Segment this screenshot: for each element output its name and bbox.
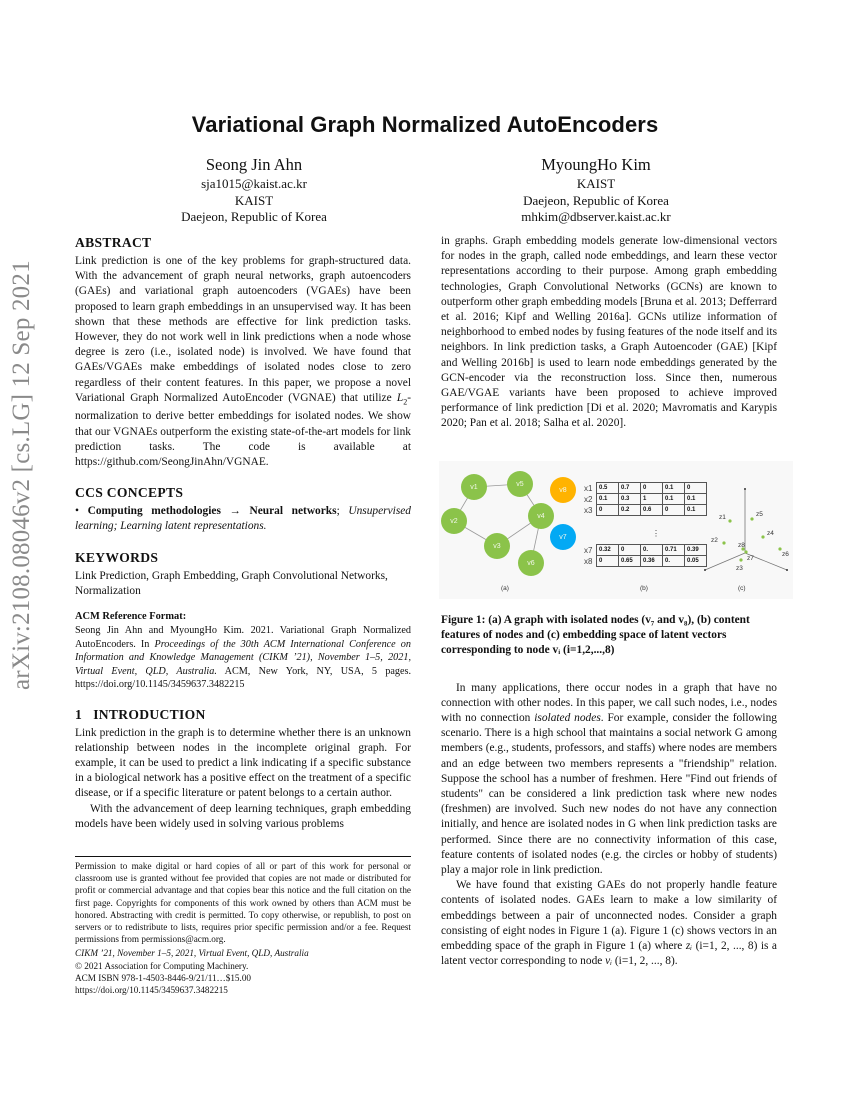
feature-matrix-bottom xyxy=(582,544,707,567)
ccs-text: • Computing methodologies → Neural networks; Unsupervised learning; Learning latent representations. xyxy=(75,505,411,533)
author-email: sja1015@kaist.ac.kr xyxy=(201,176,307,191)
abstract-text: Link prediction is one of the key problems for graph-structured data. With the advancement of graph neural networks, graph autoencoders (GAEs) and variational graph autoencoders (VGAEs) have been proposed to learn graph embeddings in an unsupervised way. It has been shown that these methods are effective for link prediction tasks. However, they do not work well in link predictions when a node whose degree is zero (i.e., isolated node) is involved. We have found that GAEs/VGAEs make embeddings of isolated nodes close to zero regardless of their content features. In this paper, we propose a novel Variational Graph Normalized AutoEncoder (VGNAE) that utilize $L_2$-normalization to derive better embeddings for isolated nodes. We show that our VGNAEs outperform the existing state-of-the-art models for link prediction tasks. The code is available at https://github.com/SeongJinAhn/VGNAE. xyxy=(75,255,411,468)
figure-caption: Figure 1: (a) A graph with isolated nodes (v₇ and v₈), (b) content features of nodes and (c) embedding space of latent vectors corresponding to node vᵢ (i=1,2,...,8) xyxy=(441,614,750,657)
subfigure-label-b: (b) xyxy=(640,585,648,592)
abstract-heading: ABSTRACT xyxy=(75,235,152,250)
feature-matrix-top xyxy=(582,482,707,516)
feature-ellipsis: ⋮ xyxy=(652,529,660,538)
copyright-footnote xyxy=(75,856,411,996)
permission-text: Permission to make digital or hard copies of all or part of this work for personal or classroom use is granted without fee provided that copies are not made or distributed for profit or commercial advantage and that copies bear this notice and the full citation on the first page. Copyrights for components of this work owned by others than ACM must be honored. Abstracting with credit is permitted. To copy otherwise, or republish, to post on servers or to redistribute to lists, requires prior specific permission and/or a fee. Request permissions from permissions@acm.org. xyxy=(75,861,411,945)
graph-node-v2: v2 xyxy=(441,508,467,534)
embedding-label-z2: z2 xyxy=(711,537,718,544)
arxiv-stamp: arXiv:2108.08046v2 [cs.LG] 12 Sep 2021 xyxy=(8,260,35,690)
footnote-rule xyxy=(75,856,411,857)
author-email: mhkim@dbserver.kaist.ac.kr xyxy=(521,209,671,224)
embedding-label-z6: z6 xyxy=(782,551,789,558)
author-name: Seong Jin Ahn xyxy=(205,155,303,174)
doi-link[interactable]: https://doi.org/10.1145/3459637.3482215 xyxy=(75,985,228,996)
paper-title: Variational Graph Normalized AutoEncoders xyxy=(191,112,659,137)
right-column-bottom xyxy=(441,613,777,969)
embedding-label-z5: z5 xyxy=(756,511,763,518)
left-column xyxy=(75,234,411,832)
keywords-heading: KEYWORDS xyxy=(75,549,159,565)
intro-paragraph-4: We have found that existing GAEs do not properly handle feature contents of isolated nodes. GAEs learn to make a low similarity of embeddings between a pair of unconnected nodes. Consider a graph consisting of eight nodes in Figure 1 (a). Figure 1 (c) shows vectors in an embedding space of the graph in Figure 1 (a) where zᵢ (i=1, 2, ..., 8) is a latent vector corresponding to node vᵢ (i=1, 2, ..., 8). xyxy=(441,879,777,968)
subfigure-label-a: (a) xyxy=(501,585,509,592)
graph-node-v6: v6 xyxy=(518,550,544,576)
author-location: Daejeon, Republic of Korea xyxy=(181,209,327,224)
intro-paragraph-1: Link prediction in the graph is to determine whether there is an unknown relationship between nodes in the incomplete original graph. For example, it can be used to predict a link indicating if a specific substance in a biological network has a positive effect on the treatment of a specific disease, or if a specific literature or patent belongs to a certain author. xyxy=(75,726,411,800)
author-affiliation: KAIST xyxy=(576,176,616,191)
intro-paragraph-3: In many applications, there occur nodes in a graph that have no connection with other nodes. In this paper, we call such nodes, i.e., nodes with no connection isolated nodes. For example, consider the following scenario. There is a high school that maintains a social network G among members (e.g., students, professors, and staffs) where nodes are members and an edge between two members represents a "friendship" relation. Suppose the school has a number of freshmen. Here "Find out friends of students" can be considered a link prediction task where new nodes (freshmen) are involved. Such new nodes do not have any connection initially, and hence are isolated nodes in G when link prediction tasks are performed. Since there are no connectivity information of this case, feature contents of isolated nodes (e.g. the circles or hobby of students) play a major role in link prediction. xyxy=(441,681,777,877)
author-block-2 xyxy=(466,154,726,226)
graph-node-v8: v8 xyxy=(550,477,576,503)
intro-paragraph-2: With the advancement of deep learning techniques, graph embedding models have been widely used in solving various problems xyxy=(75,802,411,830)
embedding-label-z4: z4 xyxy=(767,530,774,537)
feature-row-x1: x1 0.5 0.7 0 0.1 0 xyxy=(582,483,707,494)
figure-1 xyxy=(439,461,793,599)
author-block-1 xyxy=(124,154,384,226)
embedding-label-z7: z7 xyxy=(747,555,754,562)
keywords-text: Link Prediction, Graph Embedding, Graph Convolutional Networks, Normalization xyxy=(75,569,388,597)
feature-row-x2: x2 0.1 0.3 1 0.1 0.1 xyxy=(582,494,707,505)
acm-ref-heading: ACM Reference Format: xyxy=(75,610,187,622)
ccs-heading: CCS CONCEPTS xyxy=(75,485,184,501)
feature-row-x3: x3 0 0.2 0.6 0 0.1 xyxy=(582,505,707,516)
embedding-label-z3: z3 xyxy=(736,565,743,572)
subfigure-label-c: (c) xyxy=(738,585,746,592)
graph-node-v1: v1 xyxy=(461,474,487,500)
right-column-top xyxy=(441,234,777,432)
graph-node-v3: v3 xyxy=(484,533,510,559)
author-affiliation: KAIST xyxy=(234,192,274,208)
intro-paragraph-2-cont: in graphs. Graph embedding models generate low-dimensional vectors for nodes in the graph, called node embeddings, and learn these vector representations according to their purpose. Among graph embedding technologies, Graph Convolutional Networks (GCNs) are known to outperform other graph embedding models [Bruna et al. 2013; Defferrard et al. 2016; Kipf and Welling 2016a]. GCNs utilize information of neighborhood to embed nodes by fusing features of the node itself and its neighbors. In link prediction tasks, a Graph Autoencoder (GAE) [Kipf and Welling 2016b] is used to learn node embeddings generated by the GCN-encoder via the reconstruction loss. Since then, numerous GAE/VGAE variants have been proposed to achieve improved performance of link prediction [Di et al. 2020; Mavromatis and Karypis 2020; Pan et al. 2018; Salha et al. 2020]. xyxy=(441,235,777,430)
intro-heading: 1 INTRODUCTION xyxy=(75,706,206,722)
author-location: Daejeon, Republic of Korea xyxy=(523,192,669,208)
venue-text: CIKM ’21, November 1–5, 2021, Virtual Event, QLD, Australia xyxy=(75,948,309,959)
graph-node-v4: v4 xyxy=(528,503,554,529)
graph-node-v5: v5 xyxy=(507,471,533,497)
feature-row-x7: x7 0.32 0 0. 0.71 0.39 xyxy=(582,545,707,556)
feature-row-x8: x8 0 0.65 0.36 0. 0.05 xyxy=(582,556,707,567)
copyright-text: © 2021 Association for Computing Machinery. xyxy=(75,960,249,971)
isbn-text: ACM ISBN 978-1-4503-8446-9/21/11…$15.00 xyxy=(75,972,252,983)
author-name: MyoungHo Kim xyxy=(541,155,651,174)
acm-ref-text: Seong Jin Ahn and MyoungHo Kim. 2021. Variational Graph Normalized AutoEncoders. In Proceedings of the 30th ACM International Conference on Information and Knowledge Management (CIKM ’21), November 1–5, 2021, Virtual Event, QLD, Australia. ACM, New York, NY, USA, 5 pages. https://doi.org/10.1145/3459637.3482215 xyxy=(75,625,411,691)
graph-node-v7: v7 xyxy=(550,524,576,550)
embedding-label-z8: z8 xyxy=(738,542,745,549)
embedding-label-z1: z1 xyxy=(719,514,726,521)
